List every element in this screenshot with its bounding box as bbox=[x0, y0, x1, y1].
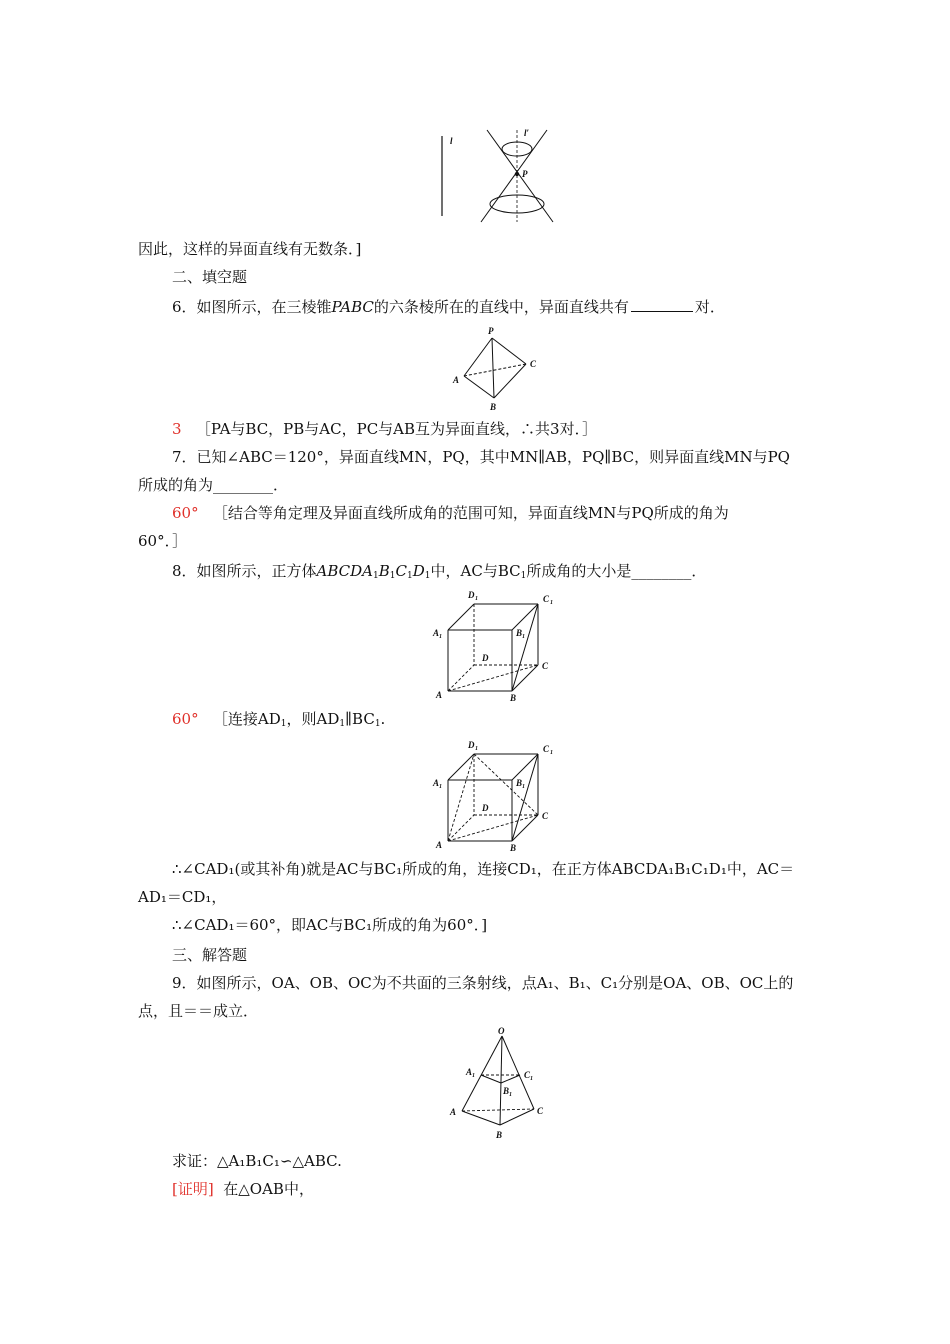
vertex-c1: C bbox=[543, 744, 550, 754]
vertex-b1: B bbox=[503, 1086, 510, 1096]
vertex-c: C bbox=[537, 1106, 544, 1116]
conclusion-5: 因此，这样的异面直线有无数条．] bbox=[138, 240, 362, 258]
proof-8-line3: ∴∠CAD₁＝60°，即AC与BC₁所成的角为60°．] bbox=[172, 916, 488, 934]
answer-7-line1: 60° ［结合等角定理及异面直线所成角的范围可知，异面直线MN与PQ所成的角为 bbox=[172, 504, 729, 522]
vertex-a1: A bbox=[433, 778, 440, 788]
answer-8: 60° ［连接$AD_1$，则$AD_1\parallel BC_1$. bbox=[172, 710, 386, 729]
question-9-line2: 点，且＝＝成立． bbox=[138, 1002, 259, 1020]
vertex-c1: C bbox=[524, 1070, 531, 1080]
vertex-o: O bbox=[498, 1026, 505, 1036]
proof-8-line2: AD₁＝CD₁， bbox=[138, 888, 227, 906]
vertex-a1: A bbox=[466, 1067, 473, 1077]
section-fill-in: 二、填空题 bbox=[172, 268, 248, 286]
cone-figure bbox=[430, 126, 570, 226]
vertex-a1: A bbox=[433, 628, 440, 638]
svg-text:1: 1 bbox=[522, 634, 525, 640]
section-answer: 三、解答题 bbox=[172, 946, 248, 964]
vertex-c: C bbox=[542, 811, 549, 821]
answer-6: 3 ［PA与BC，PB与AC，PC与AB互为异面直线，∴共3对．］ bbox=[172, 420, 598, 438]
answer-7-line2: 60°．］ bbox=[138, 532, 188, 550]
cube-figure-2 bbox=[428, 738, 568, 858]
vertex-a: A bbox=[450, 1107, 457, 1117]
question-7-line1: 7．已知∠ABC＝120°，异面直线MN，PQ，其中MN∥AB，PQ∥BC，则异面直线MN与PQ bbox=[172, 448, 790, 466]
vertex-b: B bbox=[496, 1130, 503, 1140]
svg-text:1: 1 bbox=[472, 1073, 475, 1079]
vertex-d1: D bbox=[468, 740, 475, 750]
svg-text:1: 1 bbox=[509, 1092, 512, 1098]
vertex-c1: C bbox=[543, 594, 550, 604]
vertex-b1: B bbox=[516, 628, 523, 638]
vertex-a: A bbox=[453, 375, 460, 385]
question-8: 8．如图所示，正方体$ABCDA_1B_1C_1D_1$中，AC与$BC_1$所成角的大小是________． bbox=[172, 562, 707, 581]
question-6: 6．如图所示，在三棱锥PABC的六条棱所在的直线中，异面直线共有 对． bbox=[172, 298, 725, 316]
vertex-b1: B bbox=[516, 778, 523, 788]
vertex-a: A bbox=[436, 840, 443, 850]
vertex-b: B bbox=[490, 402, 497, 412]
svg-text:1: 1 bbox=[550, 600, 553, 606]
svg-text:1: 1 bbox=[522, 784, 525, 790]
tetrahedron-figure bbox=[450, 324, 550, 414]
pyramid-figure bbox=[446, 1026, 556, 1146]
prove-statement-9: 求证：△A₁B₁C₁∽△ABC. bbox=[172, 1152, 342, 1170]
svg-text:1: 1 bbox=[550, 750, 553, 756]
cube-figure bbox=[428, 588, 568, 708]
vertex-c: C bbox=[542, 661, 549, 671]
vertex-b: B bbox=[510, 843, 517, 853]
vertex-d: D bbox=[482, 803, 489, 813]
vertex-a: A bbox=[436, 690, 443, 700]
label-p: P bbox=[522, 169, 528, 179]
vertex-d: D bbox=[482, 653, 489, 663]
vertex-b: B bbox=[510, 693, 517, 703]
answer-blank-6 bbox=[631, 297, 693, 312]
svg-text:1: 1 bbox=[439, 634, 442, 640]
svg-text:1: 1 bbox=[530, 1076, 533, 1082]
label-l: l bbox=[450, 136, 453, 146]
label-l-prime: l′ bbox=[524, 128, 530, 138]
svg-text:1: 1 bbox=[439, 784, 442, 790]
svg-text:1: 1 bbox=[475, 596, 478, 602]
vertex-c: C bbox=[530, 359, 537, 369]
vertex-p: P bbox=[488, 326, 494, 336]
proof-8-line1: ∴∠CAD₁(或其补角)就是AC与BC₁所成的角，连接CD₁，在正方体ABCDA₁B₁C₁D₁中，AC＝ bbox=[172, 860, 795, 878]
proof-9-start: [证明] 在△OAB中， bbox=[172, 1180, 314, 1198]
question-7-line2: 所成的角为________． bbox=[138, 476, 289, 494]
vertex-d1: D bbox=[468, 590, 475, 600]
svg-text:1: 1 bbox=[475, 746, 478, 752]
question-9-line1: 9．如图所示，OA、OB、OC为不共面的三条射线，点A₁、B₁、C₁分别是OA、OB、OC上的 bbox=[172, 974, 794, 992]
